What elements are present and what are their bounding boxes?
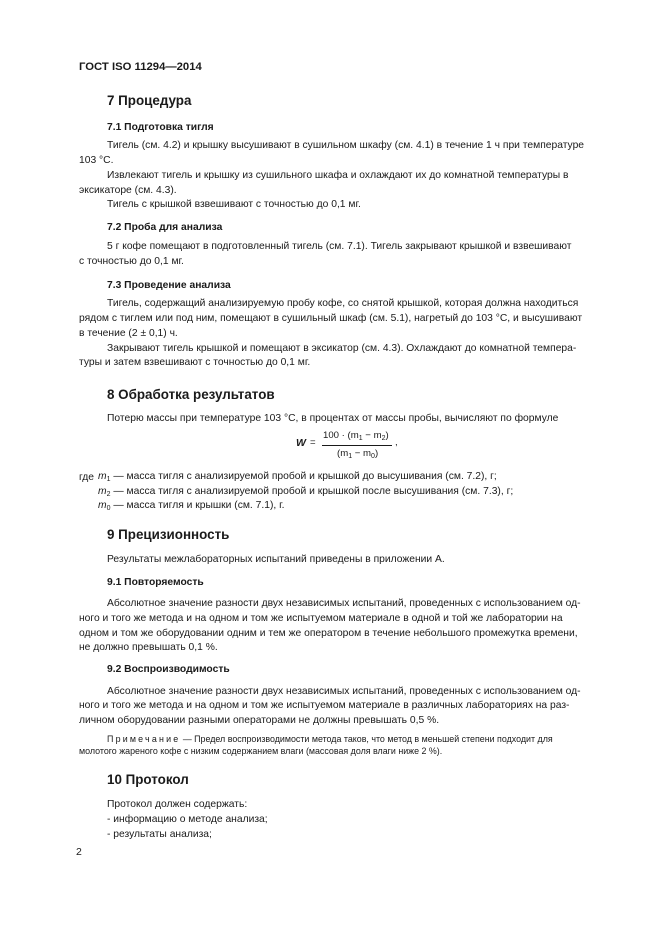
paragraph-line: 5 г кофе помещают в подготовленный тигель (см. 7.1). Тигель закрывают крышкой и взвешивают xyxy=(107,241,572,252)
formula-denominator: $(m_1 - m_0)$ xyxy=(337,448,379,460)
subsection-7-3-heading: 7.3 Проведение анализа xyxy=(107,280,231,291)
fraction-bar xyxy=(322,445,392,446)
section-8-heading: 8 Обработка результатов xyxy=(107,387,275,402)
page-number: 2 xyxy=(76,846,82,858)
paragraph-line: Тигель с крышкой взвешивают с точностью до 0,1 мг. xyxy=(107,199,361,210)
formula-lhs: W xyxy=(296,437,306,449)
paragraph-line: Потерю массы при температуре 103 °С, в процентах от массы пробы, вычисляют по формуле xyxy=(107,413,559,424)
section-9-heading: 9 Прецизионность xyxy=(107,527,230,542)
paragraph-line: Закрывают тигель крышкой и помещают в эксикатор (см. 4.3). Охлаждают до комнатной темпера- xyxy=(107,343,577,354)
paragraph-line: Результаты межлабораторных испытаний приведены в приложении А. xyxy=(107,554,445,565)
paragraph-line: туры и затем взвешивают с точностью до 0,1 мг. xyxy=(79,357,311,368)
document-header: ГОСТ ISO 11294—2014 xyxy=(79,61,202,73)
formula-numerator: $100 \cdot (m_1 - m_2)$ xyxy=(323,430,389,442)
paragraph-line: ного и того же метода и на одном и том же испытуемом материале в различных лабораториях на раз- xyxy=(79,700,570,711)
paragraph-line: Протокол должен содержать: xyxy=(107,799,248,810)
subsection-9-1-heading: 9.1 Повторяемость xyxy=(107,577,204,588)
formula xyxy=(296,430,416,464)
paragraph-line: не должно превышать 0,1 %. xyxy=(79,642,218,653)
note-line-2: молотого жареного кофе с низким содержанием влаги (массовая доля влаги ниже 2 %). xyxy=(79,746,443,756)
paragraph-line: ного и того же метода и на одном и том же испытуемом материале в одной и той же лаборатории на xyxy=(79,613,563,624)
section-7-heading: 7 Процедура xyxy=(107,93,192,108)
subsection-7-2-heading: 7.2 Проба для анализа xyxy=(107,222,223,233)
definition-m1: $m_1$ — масса тигля с анализируемой пробой и крышкой до высушивания (см. 7.2), г; xyxy=(98,471,497,483)
paragraph-line: с точностью до 0,1 мг. xyxy=(79,256,184,267)
paragraph-line: Абсолютное значение разности двух независимых испытаний, проведенных с использованием од- xyxy=(107,598,581,609)
paragraph-line: в течение (2 ± 0,1) ч. xyxy=(79,328,178,339)
list-item: - результаты анализа; xyxy=(107,829,212,840)
paragraph-line: 103 °С. xyxy=(79,155,114,166)
definition-m0: $m_0$ — масса тигля и крышки (см. 7.1), г. xyxy=(98,500,285,512)
list-item: - информацию о методе анализа; xyxy=(107,814,268,825)
paragraph-line: личном оборудовании разными операторами не должны превышать 0,5 %. xyxy=(79,715,440,726)
paragraph-line: рядом с тиглем или под ним, помещают в сушильный шкаф (см. 5.1), нагретый до 103 °С, и высушивают xyxy=(79,313,583,324)
paragraph-line: Извлекают тигель и крышку из сушильного шкафа и охлаждают их до комнатной температуры в xyxy=(107,170,569,181)
paragraph-line: эксикаторе (см. 4.3). xyxy=(79,185,177,196)
subsection-7-1-heading: 7.1 Подготовка тигля xyxy=(107,122,214,133)
paragraph-line: одном и том же оборудовании одним и тем же оператором в течение небольшого промежутка времени, xyxy=(79,628,578,639)
definition-m2: $m_2$ — масса тигля с анализируемой пробой и крышкой после высушивания (см. 7.3), г; xyxy=(98,486,514,498)
formula-comma: , xyxy=(395,437,398,448)
paragraph-line: Тигель (см. 4.2) и крышку высушивают в сушильном шкафу (см. 4.1) в течение 1 ч при температуре xyxy=(107,140,585,151)
section-10-heading: 10 Протокол xyxy=(107,772,189,787)
subsection-9-2-heading: 9.2 Воспроизводимость xyxy=(107,664,230,675)
note-label: Примечание xyxy=(107,734,181,744)
paragraph-line: Тигель, содержащий анализируемую пробу кофе, со снятой крышкой, которая должна находиться xyxy=(107,298,579,309)
where-label: где xyxy=(79,472,95,483)
formula-equals: = xyxy=(310,437,316,448)
paragraph-line: Абсолютное значение разности двух независимых испытаний, проведенных с использованием од- xyxy=(107,686,581,697)
note-line-1: Примечание — Предел воспроизводимости метода таков, что метод в меньшей степени подходит для xyxy=(107,734,553,744)
